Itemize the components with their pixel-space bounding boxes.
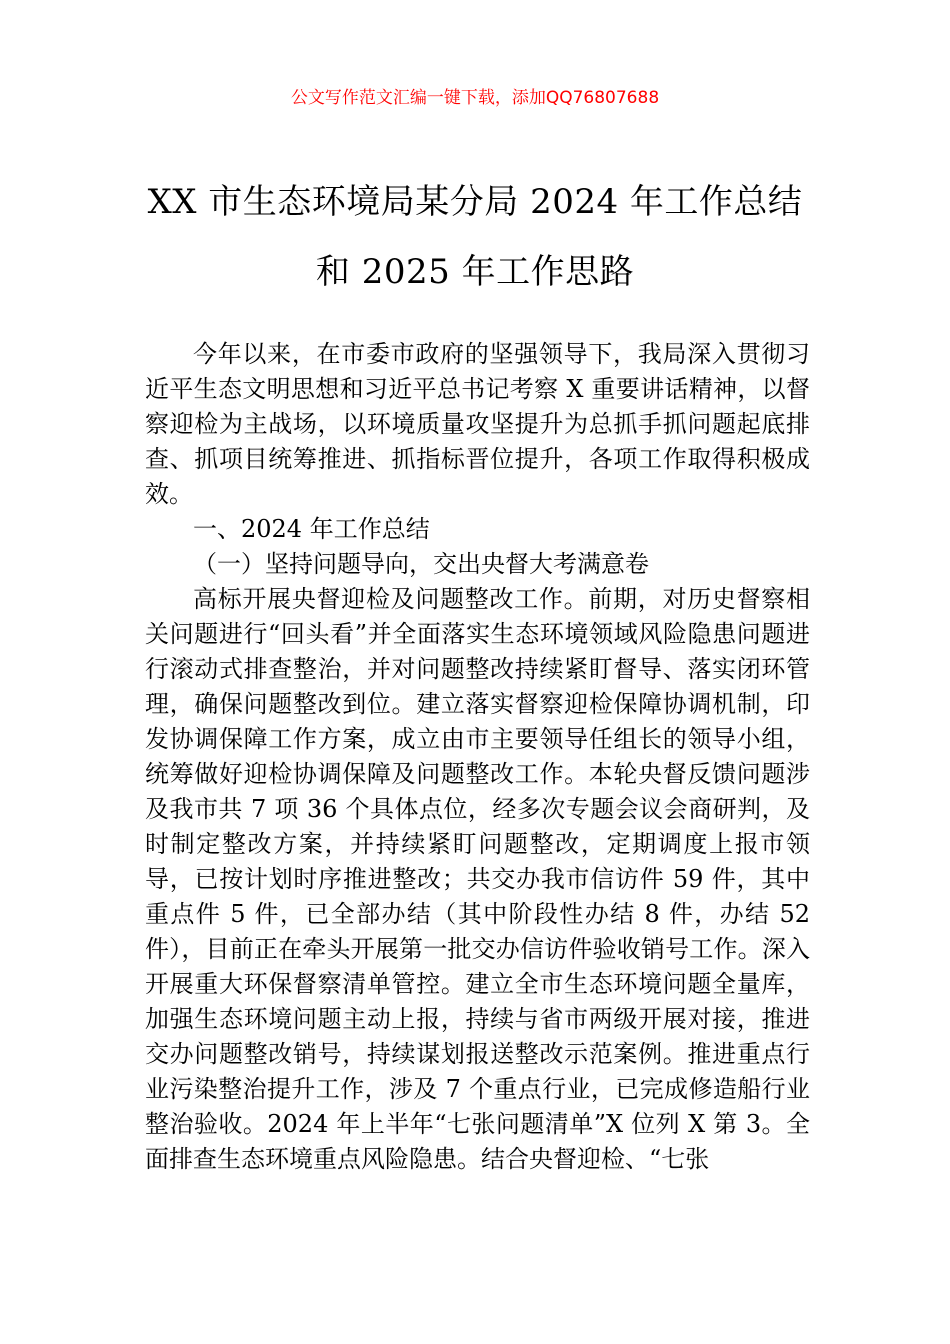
- intro-paragraph: 今年以来，在市委市政府的坚强领导下，我局深入贯彻习近平生态文明思想和习近平总书记考察 X 重要讲话精神，以督察迎检为主战场，以环境质量攻坚提升为总抓手抓问题起底排查、抓项目统筹推进、抓指标晋位提升，各项工作取得积极成效。: [145, 340, 810, 508]
- document-body: [145, 337, 810, 1177]
- body-paragraph: 高标开展央督迎检及问题整改工作。前期，对历史督察相关问题进行“回头看”并全面落实生态环境领域风险隐患问题进行滚动式排查整治，并对问题整改持续紧盯督导、落实闭环管理，确保问题整改到位。建立落实督察迎检保障协调机制，印发协调保障工作方案，成立由市主要领导任组长的领导小组，统筹做好迎检协调保障及问题整改工作。本轮央督反馈问题涉及我市共 7 项 36 个具体点位，经多次专题会议会商研判，及时制定整改方案，并持续紧盯问题整改，定期调度上报市领导，已按计划时序推进整改；共交办我市信访件 59 件，其中重点件 5 件，已全部办结（其中阶段性办结 8 件，办结 52 件），目前正在牵头开展第一批交办信访件验收销号工作。深入开展重大环保督察清单管控。建立全市生态环境问题全量库，加强生态环境问题主动上报，持续与省市两级开展对接，推进交办问题整改销号，持续谋划报送整改示范案例。推进重点行业污染整治提升工作，涉及 7 个重点行业，已完成修造船行业整治验收。2024 年上半年“七张问题清单”X 位列 X 第 3。全面排查生态环境重点风险隐患。结合央督迎检、“七张: [145, 585, 810, 1173]
- document-title-line-1: XX 市生态环境局某分局 2024 年工作总结: [147, 182, 803, 222]
- download-banner: 公文写作范文汇编一键下载，添加QQ76807688: [290, 88, 660, 108]
- subsection-heading: （一）坚持问题导向，交出央督大考满意卷: [193, 550, 649, 578]
- section-heading: 一、2024 年工作总结: [193, 515, 430, 543]
- document-title-line-2: 和 2025 年工作思路: [315, 252, 635, 292]
